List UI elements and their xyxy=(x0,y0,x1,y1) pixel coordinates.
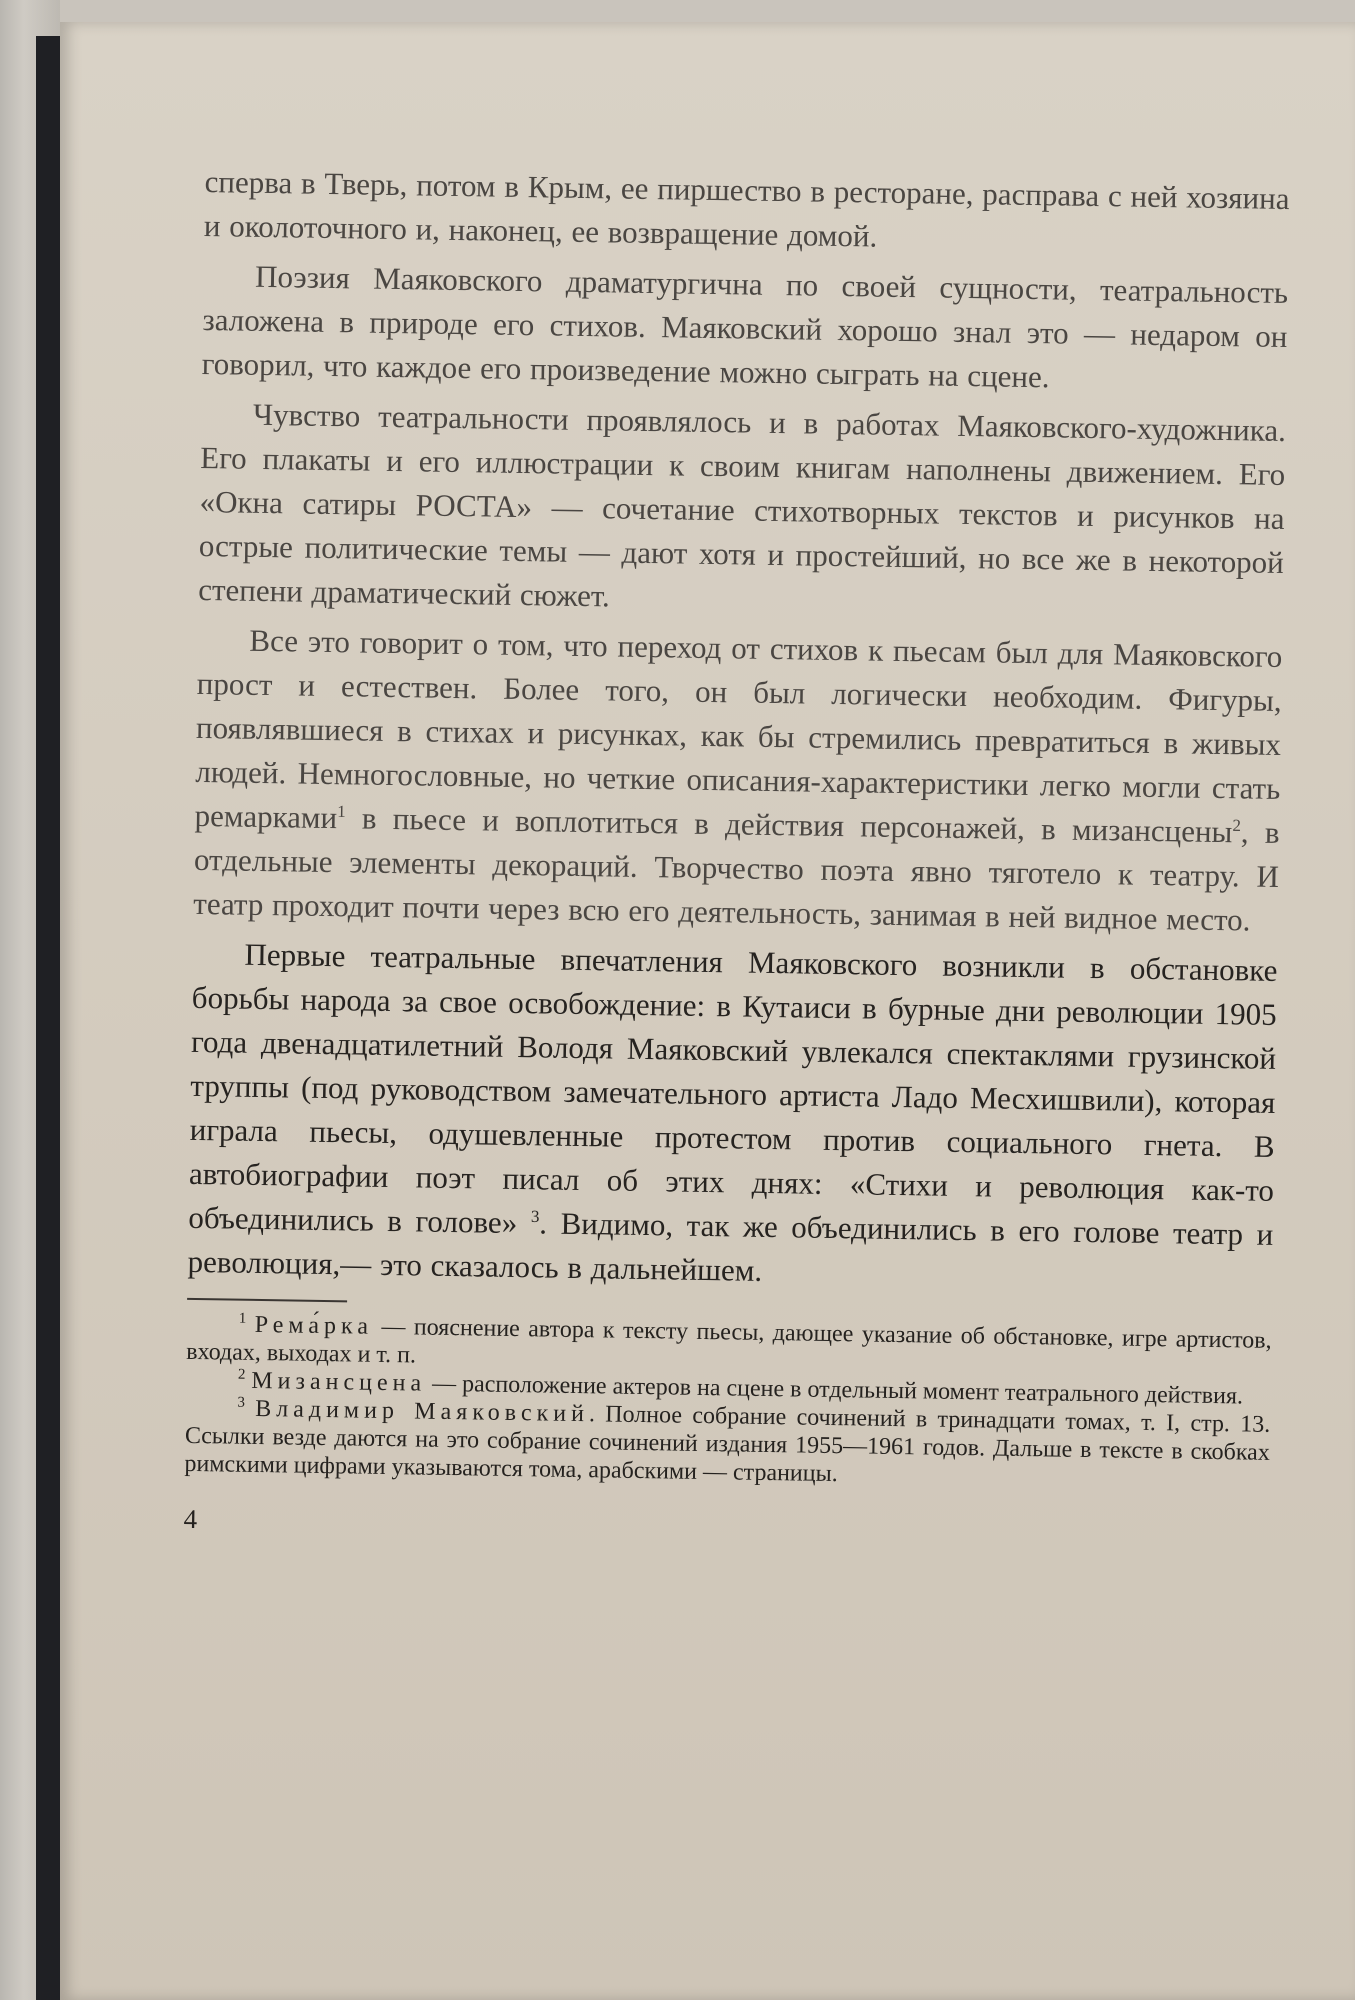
page-number: 4 xyxy=(183,1503,198,1535)
footnote-2-term: Мизансцена xyxy=(251,1367,427,1397)
paragraph-5-part-b: . Видимо, так же объединились в его голове театр и революция,— это сказалось в дальнейшем. xyxy=(187,1205,1274,1288)
paragraph-2: Поэзия Маяковского драматургична по своей сущности, театральность заложена в природе его стихов. Маяковский хорошо знал это — недаром он говорил, что каждое его произведение можно сыграть на сцене. xyxy=(201,258,1289,395)
footnote-1-text: — пояснение автора к тексту пьесы, дающее указание об обстановке, игре артистов, входах, выходах и т. п. xyxy=(186,1313,1272,1369)
footnote-2-number: 2 xyxy=(237,1366,246,1383)
paragraph-5 xyxy=(187,932,1277,1301)
footnote-3 xyxy=(184,1394,1270,1495)
page-content xyxy=(183,160,1289,1552)
paragraph-3: Чувство театральности проявлялось и в работах Маяковского-художника. Его плакаты и его иллюстрации к своим книгам наполнены движением. Его «Окна сатиры РОСТА» — сочетание стихотворных текстов и рисунков на острые политические темы — дают хотя и простейший, но все же в некоторой степени драматический сюжет. xyxy=(197,396,1287,614)
paragraph-4-part-b: в пьесе и воплотиться в действия персонажей, в мизансцены xyxy=(345,800,1233,850)
footnote-ref-3: 3 xyxy=(530,1206,540,1227)
paragraph-1: сперва в Тверь, потом в Крым, ее пиршество в ресторане, расправа с ней хозяина и околоточного и, наконец, ее возвращение домой. xyxy=(203,163,1290,254)
paragraph-4 xyxy=(193,618,1283,943)
footnote-3-number: 3 xyxy=(237,1394,246,1411)
footnote-1-number: 1 xyxy=(238,1310,247,1327)
footnote-3-text: . Полное собрание сочинений в тринадцати томах, т. I, стр. 13. Ссылки везде даются на это собрание сочинений издания 1955—1961 годов. Дальше в тексте в скобках римскими цифрами указываются тома, арабскими — страницы. xyxy=(184,1401,1271,1488)
footnote-1-term: Рема́рка xyxy=(254,1311,374,1340)
footnote-2-text: — расположение актеров на сцене в отдельный момент театрального действия. xyxy=(425,1370,1244,1410)
paragraph-5-part-a: Первые театральные впечатления Маяковского возникли в обстановке борьбы народа за свое освобождение: в Кутаиси в бурные дни революции 1905 года двенадцатилетний Володя Маяковский увлекался спектаклями грузинской труппы (под руководством замечательного артиста Ладо Месхишвили), которая играла пьесы, одушевленные протестом против социального гнета. В автобиографии поэт писал об этих днях: «Стихи и революция как-то объединились в голове» xyxy=(188,936,1278,1241)
paragraph-4-part-c: , в отдельные элементы декораций. Творчество поэта явно тяготело к театру. И театр проходит почти через всю его деятельность, занимая в ней видное место. xyxy=(193,814,1280,938)
footnote-ref-1: 1 xyxy=(337,801,346,821)
footnote-ref-2: 2 xyxy=(1232,815,1242,836)
footnote-divider xyxy=(187,1298,347,1303)
footnote-3-term: Владимир Маяковский xyxy=(255,1395,590,1428)
book-spine-shadow xyxy=(36,36,60,2000)
paragraph-4-part-a: Все это говорит о том, что переход от стихов к пьесам был для Маяковского прост и естествен. Более того, он был логически необходим. Фигуры, появлявшиеся в стихах и рисунках, как бы стремились превратиться в живых людей. Немногословные, но четкие описания-характеристики легко могли стать ремарками xyxy=(194,622,1283,836)
